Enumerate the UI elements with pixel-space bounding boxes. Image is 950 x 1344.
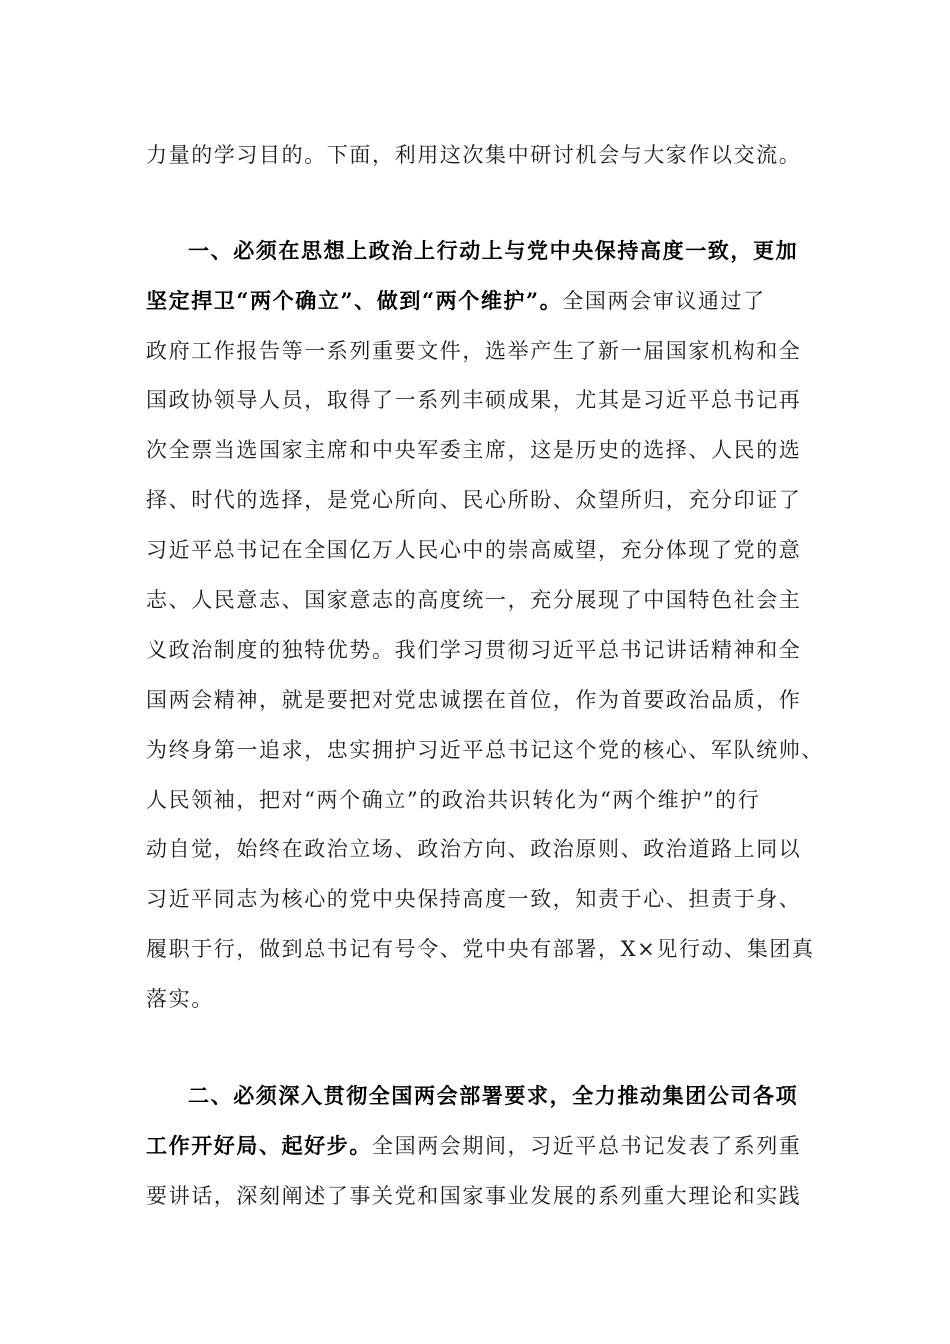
paragraph-line: 要讲话，深刻阐述了事关党和国家事业发展的系列重大理论和实践 xyxy=(146,1184,802,1208)
paragraph-line: 习近平总书记在全国亿万人民心中的崇高威望，充分体现了党的意 xyxy=(146,538,802,562)
paragraph-line: 履职于行，做到总书记有号令、党中央有部署，X×见行动、集团真 xyxy=(146,937,815,961)
section2-line2-text: 全国两会期间，习近平总书记发表了系列重 xyxy=(372,1134,802,1158)
paragraph-line: 义政治制度的独特优势。我们学习贯彻习近平总书记讲话精神和全 xyxy=(146,638,802,662)
section1-line2 xyxy=(146,287,766,315)
paragraph-line: 落实。 xyxy=(146,987,214,1011)
section1-heading-line2: 坚定捍卫“两个确立”、做到“两个维护”。 xyxy=(146,288,563,313)
section1-heading-line1: 一、必须在思想上政治上行动上与党中央保持高度一致，更加 xyxy=(188,238,799,263)
paragraph-line: 次全票当选国家主席和中央军委主席，这是历史的选择、人民的选 xyxy=(146,438,802,462)
paragraph-line: 人民领袖，把对“两个确立”的政治共识转化为“两个维护”的行 xyxy=(146,788,761,812)
paragraph-line: 政府工作报告等一系列重要文件，选举产生了新一届国家机构和全 xyxy=(146,339,802,363)
intro-line: 力量的学习目的。下面，利用这次集中研讨机会与大家作以交流。 xyxy=(146,143,802,167)
section2-heading-line1: 二、必须深入贯彻全国两会部署要求，全力推动集团公司各项 xyxy=(188,1083,799,1108)
paragraph-line: 为终身第一追求，忠实拥护习近平总书记这个党的核心、军队统帅、 xyxy=(146,738,824,762)
paragraph-line: 国政协领导人员，取得了一系列丰硕成果，尤其是习近平总书记再 xyxy=(146,388,802,412)
paragraph-line: 习近平同志为核心的党中央保持高度一致，知责于心、担责于身、 xyxy=(146,887,802,911)
section2-line2 xyxy=(146,1132,801,1160)
paragraph-line: 择、时代的选择，是党心所向、民心所盼、众望所归，充分印证了 xyxy=(146,488,802,512)
paragraph-line: 国两会精神，就是要把对党忠诚摆在首位，作为首要政治品质，作 xyxy=(146,688,802,712)
section2-heading-line2: 工作开好局、起好步。 xyxy=(146,1133,372,1158)
paragraph-line: 志、人民意志、国家意志的高度统一，充分展现了中国特色社会主 xyxy=(146,588,802,612)
section1-line2-text: 全国两会审议通过了 xyxy=(562,289,766,313)
paragraph-line: 动自觉，始终在政治立场、政治方向、政治原则、政治道路上同以 xyxy=(146,837,802,861)
